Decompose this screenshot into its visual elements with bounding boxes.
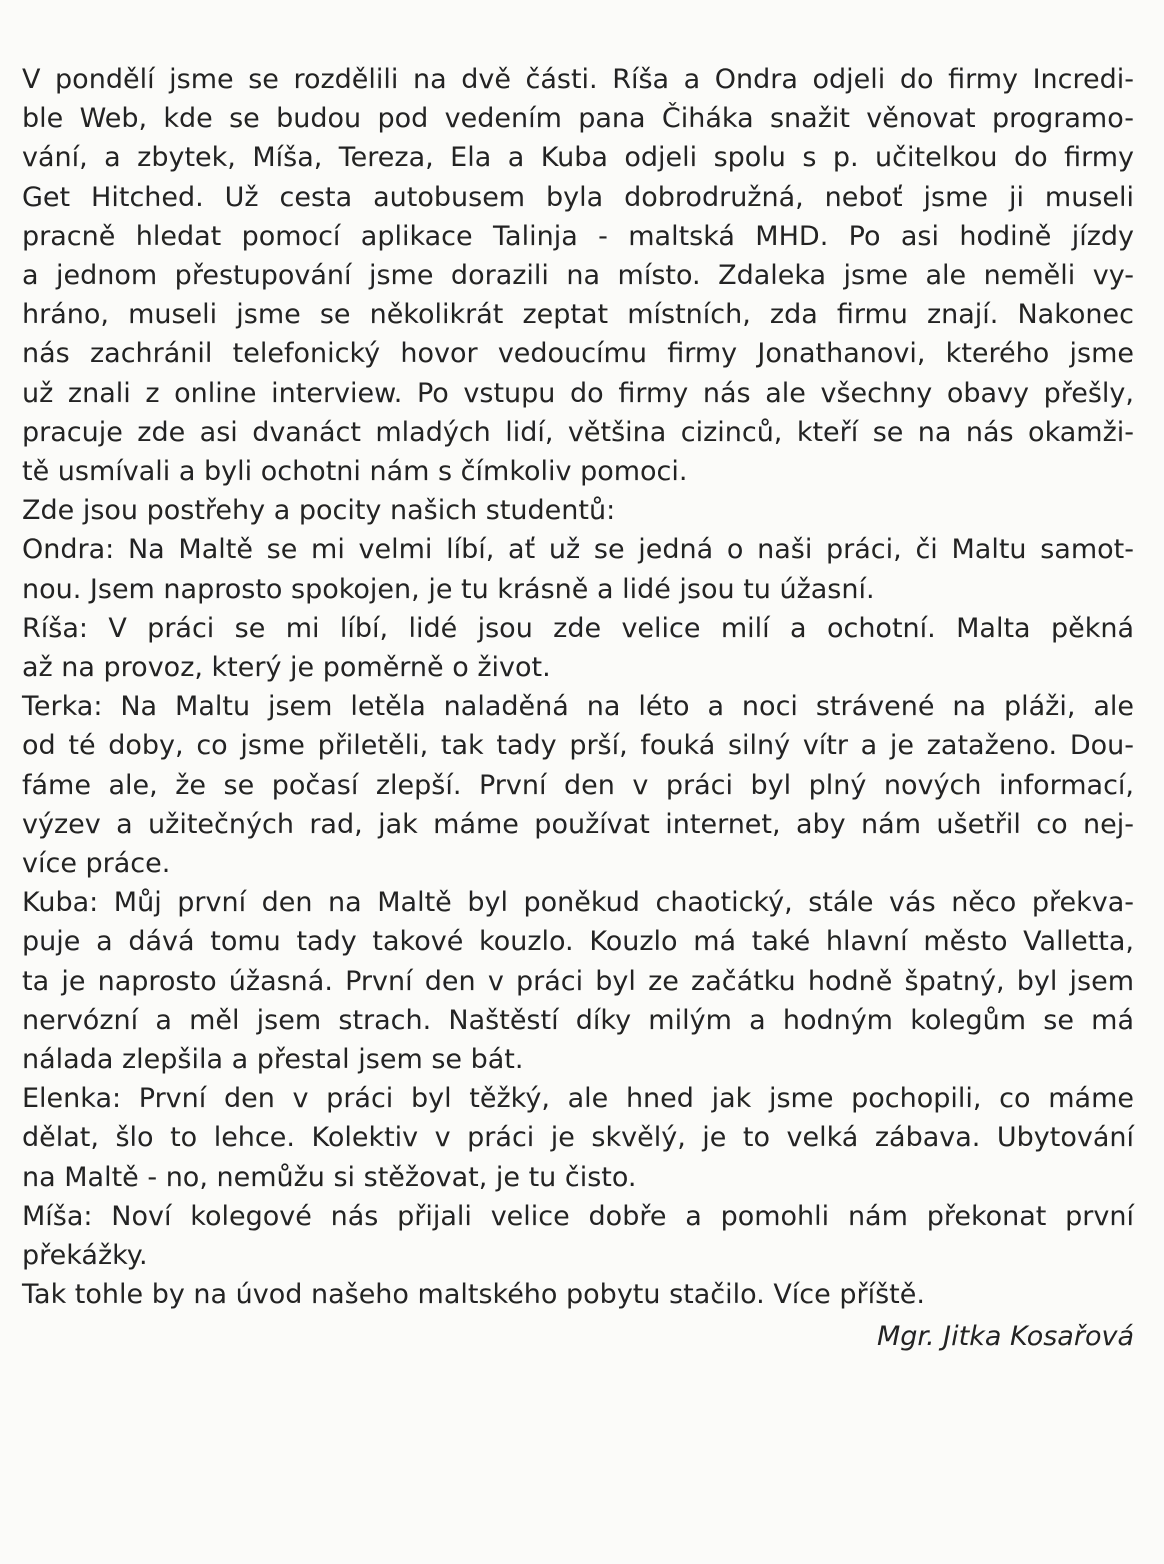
text-line: nálada zlepšila a přestal jsem se bát.	[22, 1044, 524, 1076]
text-line: a jednom přestupování jsme dorazili na místo. Zdaleka jsme ale neměli vy-	[22, 260, 1134, 292]
text-line: V pondělí jsme se rozdělili na dvě části. Ríša a Ondra odjeli do firmy Incredi-	[22, 64, 1134, 95]
text-line: Míša: Noví kolegové nás přijali velice dobře a pomohli nám překonat první	[22, 1200, 1134, 1232]
text-line: nás zachránil telefonický hovor vedoucímu firmy Jonathanovi, kterého jsme	[22, 338, 1134, 370]
text-line: ta je naprosto úžasná. První den v práci byl ze začátku hodně špatný, byl jsem	[22, 965, 1134, 997]
text-line: už znali z online interview. Po vstupu do firmy nás ale všechny obavy přešly,	[22, 377, 1134, 409]
article-body	[22, 60, 1134, 1356]
text-line: hráno, museli jsme se několikrát zeptat místních, zda firmu znají. Nakonec	[22, 299, 1134, 331]
text-line: vání, a zbytek, Míša, Tereza, Ela a Kuba odjeli spolu s p. učitelkou do firmy	[22, 142, 1134, 174]
text-line: fáme ale, že se počasí zlepší. První den v práci byl plný nových informací,	[22, 769, 1134, 801]
text-line: dělat, šlo to lehce. Kolektiv v práci je skvělý, je to velká zábava. Ubytování	[22, 1122, 1134, 1154]
text-line: Terka: Na Maltu jsem letěla naladěná na léto a noci strávené na pláži, ale	[22, 691, 1134, 723]
text-line: výzev a užitečných rad, jak máme používat internet, aby nám ušetřil co nej-	[22, 808, 1134, 840]
text-line: překážky.	[22, 1240, 148, 1272]
text-line: nervózní a měl jsem strach. Naštěstí díky milým a hodným kolegům se má	[22, 1004, 1134, 1036]
text-line: Elenka: První den v práci byl těžký, ale hned jak jsme pochopili, co máme	[22, 1083, 1134, 1115]
text-line: Ondra: Na Maltě se mi velmi líbí, ať už se jedná o naši práci, či Maltu samot-	[22, 534, 1134, 566]
text-line: Get Hitched. Už cesta autobusem byla dobrodružná, neboť jsme ji museli	[22, 181, 1134, 213]
author-signature: Mgr. Jitka Kosařová	[876, 1320, 1134, 1352]
text-line: tě usmívali a byli ochotni nám s čímkoliv pomoci.	[22, 456, 688, 488]
text-line: od té doby, co jsme přiletěli, tak tady prší, fouká silný vítr a je zataženo. Dou-	[22, 730, 1134, 762]
text-line: více práce.	[22, 848, 171, 880]
text-line: pracuje zde asi dvanáct mladých lidí, většina cizinců, kteří se na nás okamži-	[22, 416, 1134, 448]
text-line: puje a dává tomu tady takové kouzlo. Kouzlo má také hlavní město Valletta,	[22, 926, 1134, 958]
text-line: ble Web, kde se budou pod vedením pana Čiháka snažit věnovat programo-	[22, 103, 1134, 135]
text-line: Zde jsou postřehy a pocity našich studentů:	[22, 495, 616, 527]
text-line: nou. Jsem naprosto spokojen, je tu krásně a lidé jsou tu úžasní.	[22, 573, 875, 605]
text-line: Ríša: V práci se mi líbí, lidé jsou zde velice milí a ochotní. Malta pěkná	[22, 612, 1134, 644]
text-line: Tak tohle by na úvod našeho maltského pobytu stačilo. Více příště.	[22, 1279, 925, 1311]
text-line: na Maltě - no, nemůžu si stěžovat, je tu čisto.	[22, 1161, 637, 1193]
text-line: pracně hledat pomocí aplikace Talinja - maltská MHD. Po asi hodině jízdy	[22, 220, 1134, 252]
text-line: až na provoz, který je poměrně o život.	[22, 652, 551, 684]
text-line: Kuba: Můj první den na Maltě byl poněkud chaotický, stále vás něco překva-	[22, 887, 1134, 919]
